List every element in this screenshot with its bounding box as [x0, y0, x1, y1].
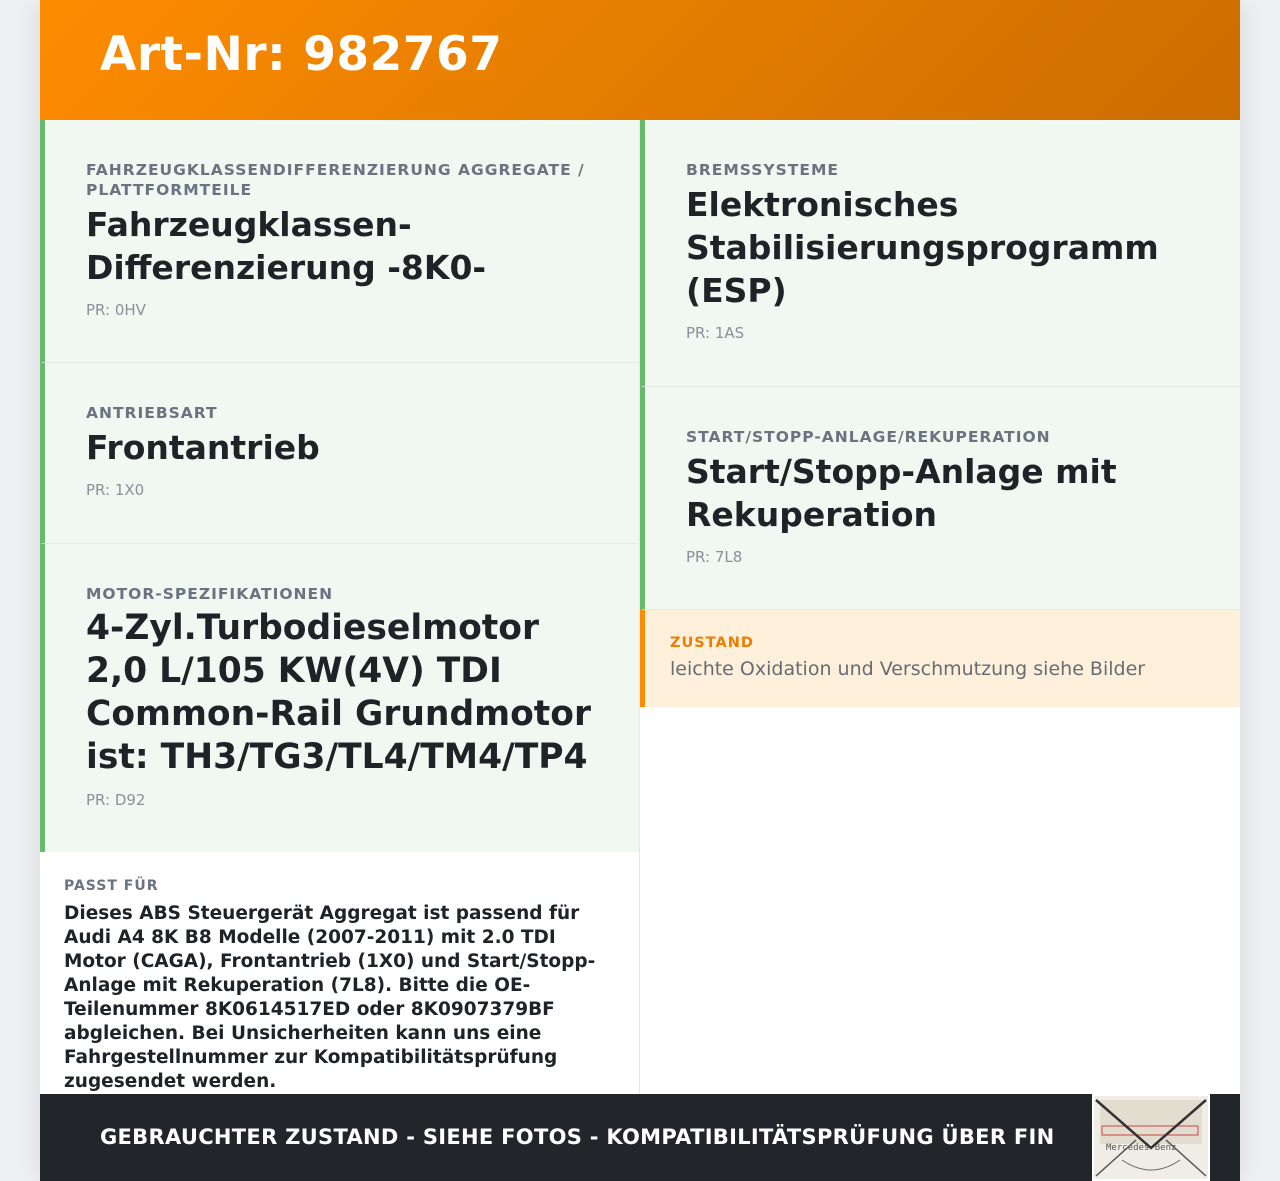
spec-pr-code: PR: D92: [86, 791, 146, 809]
spec-category: BREMSSYSTEME: [686, 161, 839, 179]
spec-value: Start/Stopp-Anlage mit Rekuperation: [686, 452, 1117, 534]
spec-value: Frontantrieb: [86, 428, 320, 467]
zustand-label: ZUSTAND: [670, 635, 754, 651]
footer-text: GEBRAUCHTER ZUSTAND - SIEHE FOTOS - KOMPATIBILITÄTSPRÜFUNG ÜBER FIN: [100, 1125, 1055, 1149]
spec-pr-code: PR: 1X0: [86, 481, 145, 499]
spec-category: START/STOPP-ANLAGE/REKUPERATION: [686, 428, 1051, 446]
passt-fuer-label: PASST FÜR: [64, 878, 159, 894]
passt-fuer-text: Dieses ABS Steuergerät Aggregat ist passend für Audi A4 8K B8 Modelle (2007-2011) mit 2.0 TDI Motor (CAGA), Frontantrieb (1X0) und Start/Stopp-Anlage mit Rekuperation (7L8). Bitte die OE-Teilenummer 8K0614517ED oder 8K0907379BF abgleichen. Bei Unsicherheiten kann uns eine Fahrgestellnummer zur Kompatibilitätsprüfung zugesendet werden.: [64, 903, 596, 1092]
spec-category: ANTRIEBSART: [86, 404, 218, 422]
zustand-box: [640, 610, 1240, 707]
spec-card-bremssysteme: [640, 120, 1240, 387]
spec-value: Fahrzeugklassen-Differenzierung -8K0-: [86, 205, 487, 287]
spec-card-start-stopp: [640, 387, 1240, 610]
stamp-text: Mercedes-Benz: [1106, 1143, 1177, 1153]
zustand-text: leichte Oxidation und Verschmutzung siehe Bilder: [670, 658, 1146, 680]
spec-pr-code: PR: 0HV: [86, 301, 146, 319]
spec-category: MOTOR-SPEZIFIKATIONEN: [86, 585, 334, 603]
spec-card-motor: [40, 544, 639, 853]
spec-pr-code: PR: 7L8: [686, 548, 743, 566]
envelope-stamp-icon: [1092, 1094, 1210, 1181]
spec-pr-code: PR: 1AS: [686, 324, 745, 342]
spec-value: 4-Zyl.Turbodieselmotor 2,0 L/105 KW(4V) TDI Common-Rail Grundmotor ist: TH3/TG3/TL4/TM4/TP4: [86, 608, 592, 777]
spec-category: FAHRZEUGKLASSENDIFFERENZIERUNG AGGREGATE / PLATTFORMTEILE: [86, 161, 585, 199]
header-banner: [40, 0, 1240, 120]
left-column: [40, 120, 640, 1094]
spec-card-fahrzeugklasse: [40, 120, 639, 363]
product-sheet: [40, 0, 1240, 1181]
spec-value: Elektronisches Stabilisierungsprogramm (ESP): [686, 185, 1159, 310]
right-column: [640, 120, 1240, 707]
article-number-title: Art-Nr: 982767: [100, 27, 503, 82]
spec-card-antriebsart: [40, 363, 639, 544]
footer-bar: [40, 1094, 1240, 1181]
passt-fuer-section: [40, 852, 639, 1094]
